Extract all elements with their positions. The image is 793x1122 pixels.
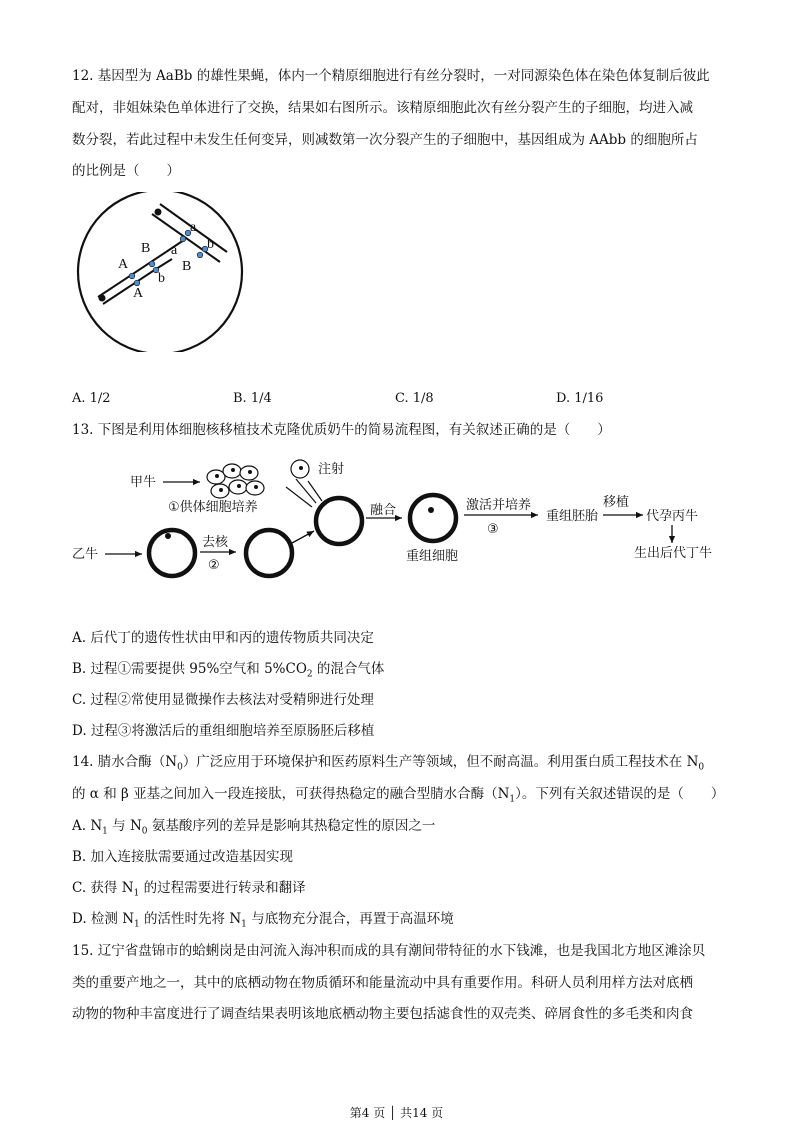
q12-option-a: A. 1/2	[72, 391, 111, 406]
inject-label: 注射	[318, 462, 345, 477]
enucleated-oocyte	[246, 530, 292, 576]
gene-locus	[129, 273, 135, 279]
q15-line-3: 动物的物种丰富度进行了调查结果表明该地底栖动物主要包括滤食性的双壳类、碎屑食性的多毛类和肉食	[72, 1006, 693, 1022]
q12-option-d: D. 1/16	[556, 391, 604, 406]
gene-locus	[149, 261, 155, 267]
q15-line-2: 类的重要产地之一，其中的底栖动物在物质循环和能量流动中具有重要作用。科研人员利用样方法对底栖	[72, 975, 693, 991]
reconstructed-cell	[410, 495, 456, 541]
step3-mark: ③	[487, 522, 499, 537]
chromosome-figure	[74, 192, 274, 352]
gene-locus	[197, 252, 203, 258]
injection-needle	[286, 487, 312, 507]
embryo-label: 重组胚胎	[546, 509, 599, 524]
enucleate-label: 去核	[202, 535, 229, 550]
gene-label: b	[207, 237, 214, 252]
q14-option-b: B. 加入连接肽需要通过改造基因实现	[72, 849, 294, 865]
q12-line-4: 的比例是（ ）	[72, 163, 180, 179]
gene-locus	[180, 236, 186, 242]
activate-label: 激活并培养	[466, 498, 532, 513]
step2-mark: ②	[208, 558, 220, 573]
q12-line-3: 数分裂，若此过程中未发生任何变异，则减数第一次分裂产生的子细胞中，基因组成为 AAbb 的细胞所占	[72, 132, 698, 148]
cow-a-label: 甲牛	[130, 475, 157, 490]
chromatid-crossover	[156, 259, 172, 269]
q13-stem: 13. 下图是利用体细胞核移植技术克隆优质奶牛的简易流程图，有关叙述正确的是（ ）	[72, 422, 611, 438]
page-footer: 第4 页 │ 共14 页	[349, 1106, 444, 1120]
oocyte	[149, 530, 195, 576]
recon-cell-label: 重组细胞	[406, 549, 459, 564]
q13-option-b: B. 过程①需要提供 95%空气和 $5\%CO_2$ 的混合气体	[72, 661, 385, 680]
cow-b-label: 乙牛	[72, 547, 99, 562]
gene-label: B	[182, 259, 192, 274]
injected-oocyte	[316, 498, 362, 544]
centromere	[99, 295, 106, 302]
q12-option-c: C. 1/8	[395, 391, 434, 406]
donor-cells-cluster	[207, 464, 264, 498]
q14-option-c: C. 获得 $N_1$ 的过程需要进行转录和翻译	[72, 880, 306, 899]
q14-line-2: 的 α 和 β 亚基之间加入一段连接肽，可获得热稳定的融合型腈水合酶$(N_1)$。下列有关叙述错误的是（ ）	[72, 786, 725, 805]
cloning-flow-diagram	[60, 455, 750, 605]
q14-option-a: A. $N_1$ 与 $N_0$ 氨基酸序列的差异是影响其热稳定性的原因之一	[72, 818, 436, 837]
step1-label: ①供体细胞培养	[168, 500, 258, 515]
offspring-label: 生出后代丁牛	[634, 546, 713, 561]
q13-option-d: D. 过程③将激活后的重组细胞培养至原肠胚后移植	[72, 723, 375, 739]
surrogate-label: 代孕丙牛	[646, 509, 699, 524]
gene-label: a	[190, 220, 197, 235]
q15-line-1: 15. 辽宁省盘锦市的蛤蜊岗是由河流入海冲积而成的具有潮间带特征的水下钱滩，也是我国北方地区滩涂贝	[72, 943, 706, 959]
q14-option-d: D. 检测 $N_1$ 的活性时先将 $N_1$ 与底物充分混合，再置于高温环境	[72, 911, 454, 930]
fuse-label: 融合	[370, 503, 397, 518]
gene-label: B	[141, 241, 151, 256]
q13-option-c: C. 过程②常使用显微操作去核法对受精卵进行处理	[72, 692, 374, 708]
transplant-label: 移植	[603, 495, 630, 510]
gene-label: A	[133, 286, 144, 301]
arrow	[292, 531, 314, 543]
gene-label: A	[118, 257, 129, 272]
q12-line-2: 配对，非姐妹染色单体进行了交换，结果如右图所示。该精原细胞此次有丝分裂产生的子细胞，均进入减	[72, 100, 693, 116]
q12-option-b: B. 1/4	[233, 391, 272, 406]
centromere	[155, 209, 162, 216]
q14-line-1: 14. 腈水合酶$(N_0)$广泛应用于环境保护和医药原料生产等领域，但不耐高温。利用蛋白质工程技术在 $N_0$	[72, 754, 705, 773]
q12-line-1: 12. 基因型为 AaBb 的雄性果蝇，体内一个精原细胞进行有丝分裂时，一对同源染色体在染色体复制后彼此	[72, 68, 710, 84]
gene-label: a	[171, 243, 178, 258]
injection-needle	[296, 479, 316, 503]
gene-locus	[134, 280, 140, 286]
q13-option-a: A. 后代丁的遗传性状由甲和丙的遗传物质共同决定	[72, 630, 374, 646]
gene-label: b	[158, 271, 165, 286]
